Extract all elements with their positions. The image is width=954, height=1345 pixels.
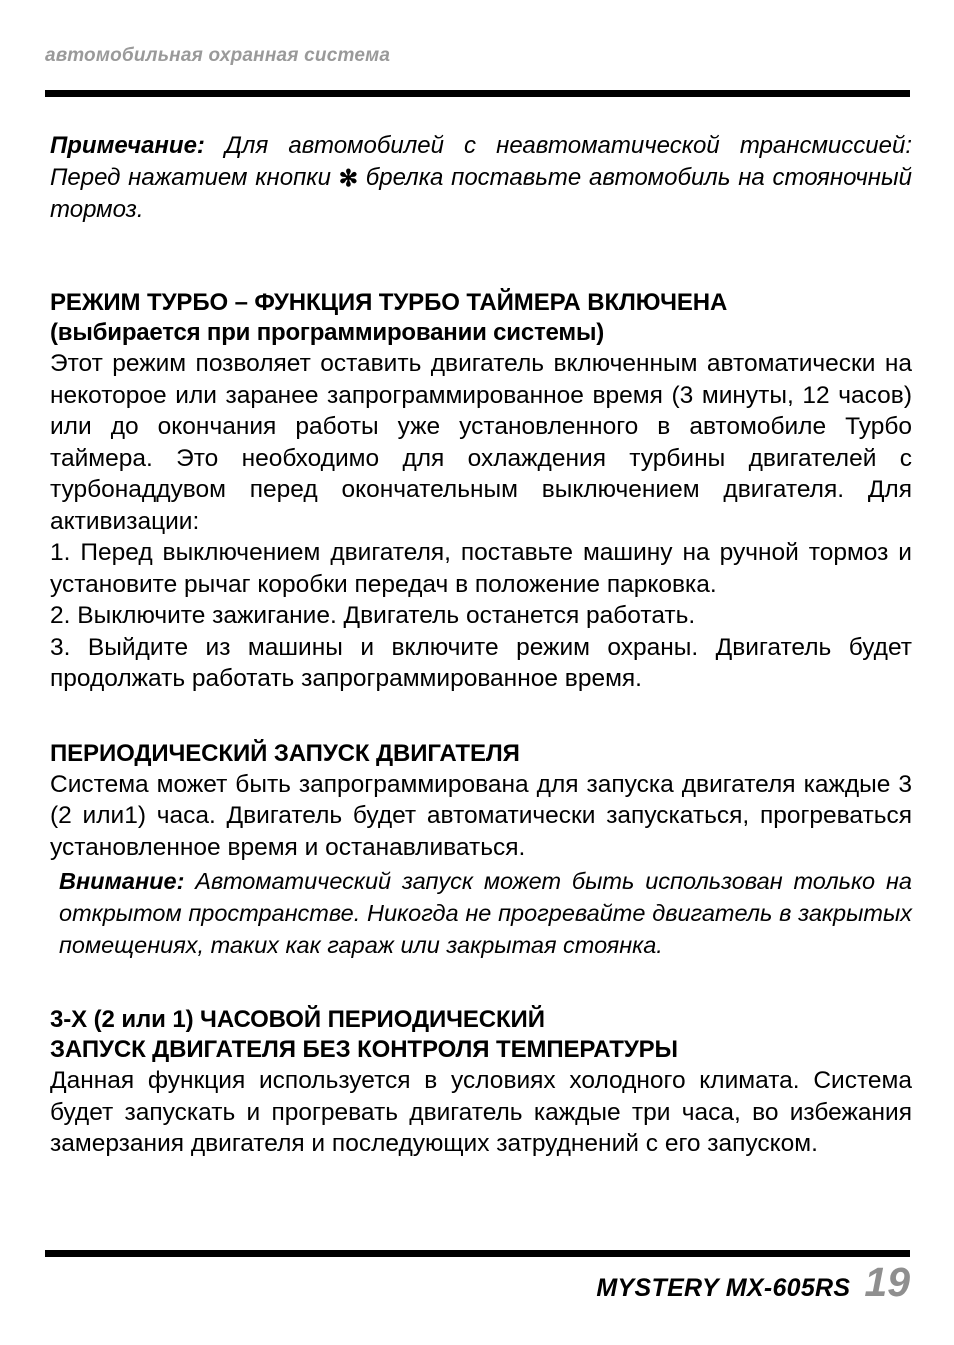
footer-brand-model: MYSTERY MX-605RS [596,1274,851,1302]
note-text-before-symbol: Для автомобилей с неавтоматической трансмиссией: Перед нажатием кнопки [50,132,912,191]
warning-block [50,865,912,961]
header-title: автомобильная охранная система [45,45,391,66]
note-text-after-symbol: брелка поставьте автомобиль на стояночный тормоз. [50,164,912,223]
section-subheading-turbo-mode: (выбирается при программировании системы) [50,319,605,346]
page-footer [45,1259,910,1305]
spacer [50,961,912,1005]
warning-text: Автоматический запуск может быть использован только на открытом пространстве. Никогда не прогревайте двигатель в закрытых помещениях, таких как гараж или закрытая стоянка. [59,868,912,958]
page-header [45,46,910,67]
spacer [50,695,912,739]
section-heading-turbo-mode: РЕЖИМ ТУРБО – ФУНКЦИЯ ТУРБО ТАЙМЕРА ВКЛЮЧЕНА [50,289,728,316]
page-content [50,130,912,1160]
section-paragraph-three-hour-start: Данная функция используется в условиях холодного климата. Система будет запускать и прогревать двигатель каждые три часа, во избежания замерзания двигателя и последующих затруднений с его запуском. [50,1067,912,1157]
section-heading-periodic-start: ПЕРИОДИЧЕСКИЙ ЗАПУСК ДВИГАТЕЛЯ [50,739,520,767]
header-divider-rule [45,90,910,97]
section-paragraph-periodic-start: Система может быть запрограммирована для запуска двигателя каждые 3 (2 или1) часа. Двигатель будет автоматически запускаться, прогреваться установленное время и останавливаться. [50,770,912,861]
section-paragraph-turbo-mode: Этот режим позволяет оставить двигатель включенным автоматически на некоторое или заранее запрограммированное время (3 минуты, 12 часов) или до окончания работы уже установленного в автомобиле Турбо таймера. Это необходимо для охлаждения турбины двигателей с турбонаддувом перед окончательным выключением двигателя. Для активизации: [50,350,912,535]
spacer [50,256,912,288]
page-number: 19 [864,1259,910,1305]
note-block [50,130,912,226]
step-item-2: 2. Выключите зажигание. Двигатель останется работать. [50,602,696,629]
section-heading-three-hour-start: 3-Х (2 или 1) ЧАСОВОЙ ПЕРИОДИЧЕСКИЙ [50,1006,545,1033]
footer-divider-rule [45,1250,910,1257]
asterisk-icon: ✻ [338,165,359,191]
warning-lead-label: Внимание: [59,868,185,894]
section-subheading-three-hour-start: ЗАПУСК ДВИГАТЕЛЯ БЕЗ КОНТРОЛЯ ТЕМПЕРАТУРЫ [50,1036,678,1063]
step-item-1: 1. Перед выключением двигателя, поставьте машину на ручной тормоз и установите рычаг коробки передач в положение парковка. [50,539,912,598]
step-item-3: 3. Выйдите из машины и включите режим охраны. Двигатель будет продолжать работать запрограммированное время. [50,633,912,692]
note-lead-label: Примечание: [50,132,205,159]
